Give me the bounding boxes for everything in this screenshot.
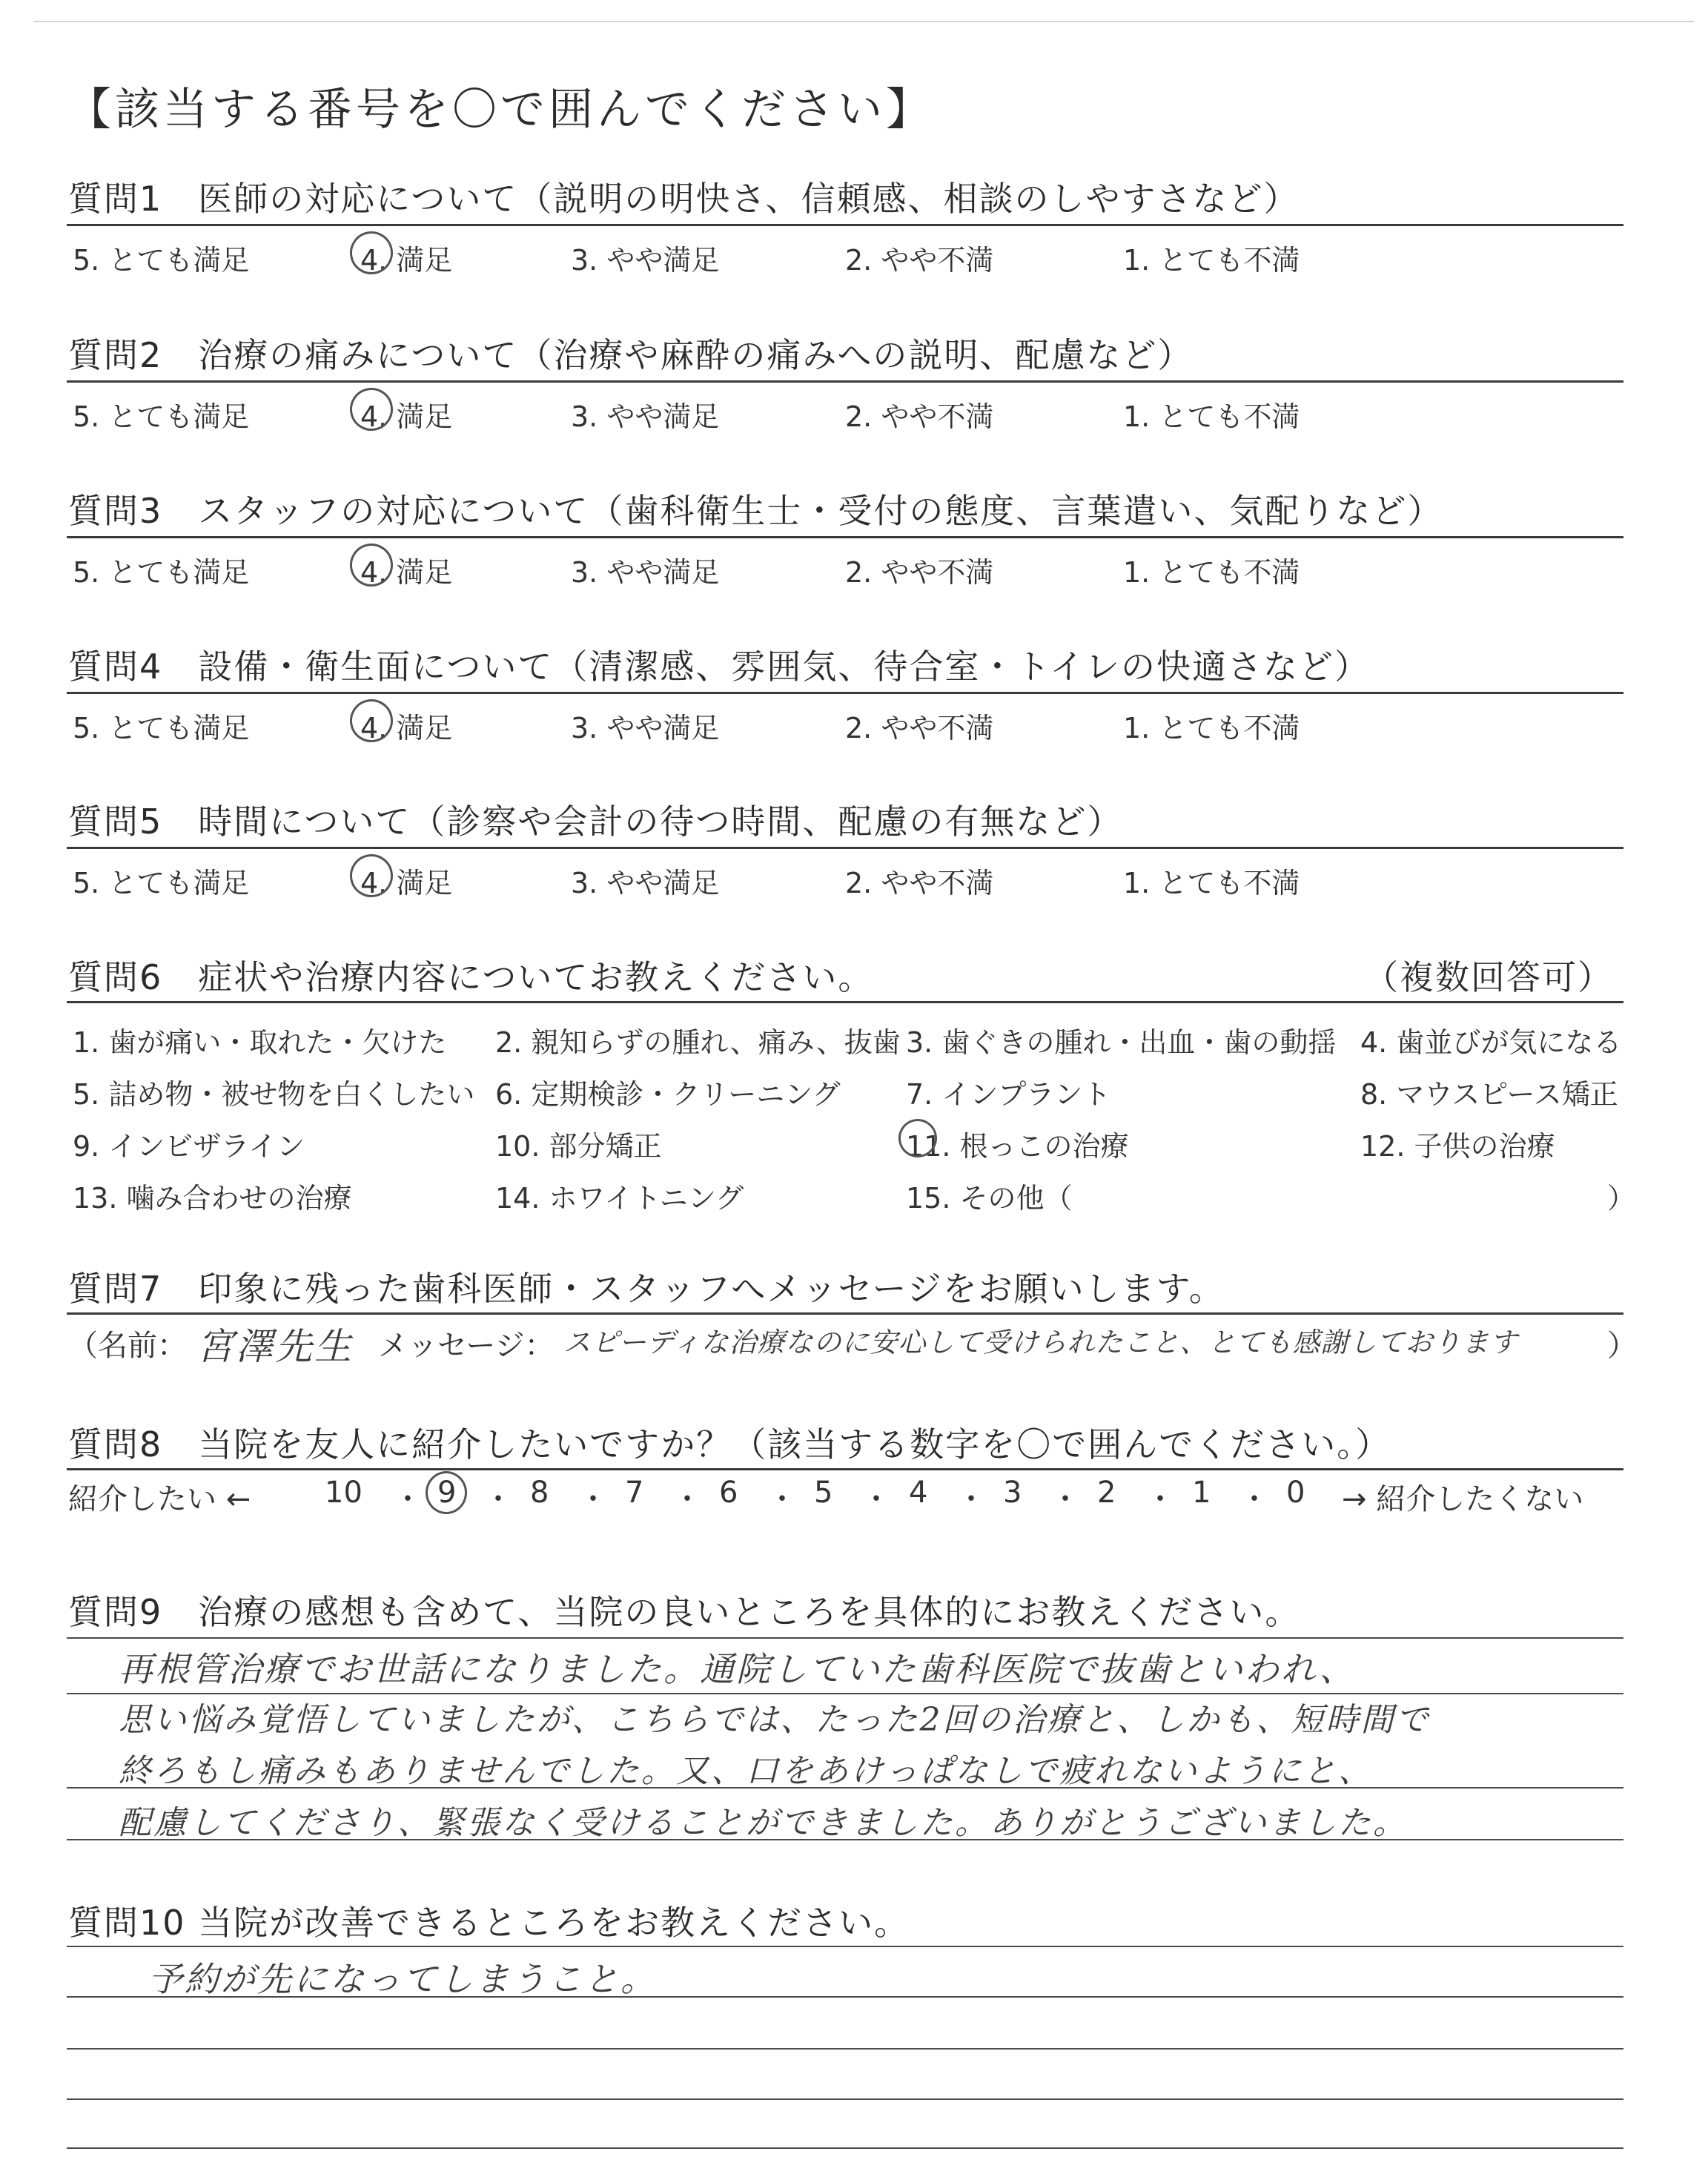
q8-scale-9-label: 9 (437, 1476, 457, 1510)
q6-option-15[interactable]: 15. その他（ (906, 1182, 1073, 1215)
scale-dot: ・ (483, 1482, 513, 1516)
q4-option-3[interactable]: 3. やや満足 (571, 712, 720, 744)
q6-option-7[interactable]: 7. インプラント (906, 1078, 1111, 1111)
q3-rule (67, 536, 1623, 538)
q7-message-label: メッセージ： (378, 1329, 555, 1363)
q2-option-3[interactable]: 3. やや満足 (571, 400, 720, 433)
q5-option-4-label: 4. 満足 (360, 867, 453, 899)
q7-title: 質問7 印象に残った歯科医師・スタッフへメッセージをお願いします。 (68, 1269, 1225, 1309)
q7-rule (67, 1312, 1623, 1315)
q9-title: 質問9 治療の感想も含めて、当院の良いところを具体的にお教えください。 (68, 1592, 1301, 1632)
q6-option-14[interactable]: 14. ホワイトニング (495, 1182, 744, 1215)
q6-option-5[interactable]: 5. 詰め物・被せ物を白くしたい (73, 1078, 475, 1111)
q2-option-1[interactable]: 1. とても不満 (1123, 400, 1300, 433)
q6-option-8[interactable]: 8. マウスピース矯正 (1360, 1078, 1618, 1111)
scale-dot: ・ (956, 1482, 986, 1516)
q8-scale-8[interactable]: 8 (530, 1476, 549, 1510)
q6-option-13[interactable]: 13. 噛み合わせの治療 (73, 1182, 352, 1215)
q3-option-3[interactable]: 3. やや満足 (571, 556, 720, 589)
q8-title: 質問8 当院を友人に紹介したいですか？（該当する数字を〇で囲んでください。） (68, 1424, 1391, 1464)
q1-rule (67, 224, 1623, 226)
q1-option-3[interactable]: 3. やや満足 (571, 244, 720, 277)
q5-rule (67, 847, 1623, 849)
q8-scale-3[interactable]: 3 (1003, 1476, 1022, 1510)
q10-title: 質問10 当院が改善できるところをお教えください。 (68, 1903, 910, 1943)
q4-option-5[interactable]: 5. とても満足 (73, 712, 250, 744)
q8-left-label: 紹介したい ← (68, 1482, 251, 1516)
q3-option-4-label: 4. 満足 (360, 556, 453, 589)
q2-title: 質問2 治療の痛みについて（治療や麻酔の痛みへの説明、配慮など） (68, 335, 1194, 375)
q2-option-2[interactable]: 2. やや不満 (845, 400, 994, 433)
scale-dot: ・ (861, 1482, 891, 1516)
q5-option-5[interactable]: 5. とても満足 (73, 867, 250, 899)
q5-option-1[interactable]: 1. とても不満 (1123, 867, 1300, 899)
q7-close: ） (1607, 1329, 1637, 1363)
scale-dot: ・ (1239, 1482, 1269, 1516)
q6-option-15-close: ） (1607, 1182, 1636, 1215)
q8-scale-2[interactable]: 2 (1097, 1476, 1116, 1510)
q8-scale-0[interactable]: 0 (1286, 1476, 1305, 1510)
q6-rule (67, 1001, 1623, 1003)
q8-right-label: → 紹介したくない (1342, 1482, 1584, 1516)
scale-dot: ・ (767, 1482, 797, 1516)
q8-rule (67, 1468, 1623, 1470)
scale-dot: ・ (578, 1482, 608, 1516)
q3-option-4[interactable] (360, 549, 452, 590)
q2-option-4-label: 4. 満足 (360, 400, 453, 433)
q8-scale-1[interactable]: 1 (1192, 1476, 1211, 1510)
selection-circle (426, 1471, 467, 1514)
q1-title: 質問1 医師の対応について（説明の明快さ、信頼感、相談のしやすさなど） (68, 179, 1300, 219)
q2-rule (67, 380, 1623, 383)
q10-line (67, 2048, 1623, 2050)
q6-title: 質問6 症状や治療内容についてお教えください。 (68, 957, 874, 997)
q4-option-4-label: 4. 満足 (360, 712, 453, 744)
q6-option-3[interactable]: 3. 歯ぐきの腫れ・出血・歯の動揺 (906, 1026, 1337, 1059)
q1-option-5[interactable]: 5. とても満足 (73, 244, 250, 277)
scale-dot: ・ (1050, 1482, 1080, 1516)
q8-scale-9[interactable] (437, 1476, 456, 1510)
q6-option-6[interactable]: 6. 定期検診・クリーニング (495, 1078, 841, 1111)
q6-option-2[interactable]: 2. 親知らずの腫れ、痛み、抜歯 (495, 1026, 901, 1059)
q10-line (67, 1946, 1623, 1947)
q8-scale-6[interactable]: 6 (719, 1476, 738, 1510)
q6-option-11[interactable] (906, 1123, 1129, 1164)
q7-name-label: （名前： (68, 1329, 187, 1363)
scale-dot: ・ (393, 1482, 423, 1516)
q4-option-4[interactable] (360, 705, 452, 746)
q2-option-4[interactable] (360, 394, 452, 435)
q6-option-1[interactable]: 1. 歯が痛い・取れた・欠けた (73, 1026, 447, 1059)
q5-option-4[interactable] (360, 860, 452, 901)
q9-answer-line-2[interactable]: 思い悩み覚悟していましたが、こちらでは、たった2回の治療と、しかも、短時間で (119, 1701, 1431, 1739)
q10-line (67, 2147, 1623, 2149)
top-rule (33, 21, 1694, 22)
q2-option-5[interactable]: 5. とても満足 (73, 400, 250, 433)
q7-message-value[interactable]: スピーディな治療なのに安心して受けられたこと、とても感謝しております (563, 1327, 1518, 1358)
q4-title: 質問4 設備・衛生面について（清潔感、雰囲気、待合室・トイレの快適さなど） (68, 647, 1371, 687)
q9-answer-line-3[interactable]: 終ろもし痛みもありませんでした。又、口をあけっぱなしで疲れないようにと、 (119, 1752, 1373, 1790)
q3-option-1[interactable]: 1. とても不満 (1123, 556, 1300, 589)
q5-option-2[interactable]: 2. やや不満 (845, 867, 994, 899)
q4-option-2[interactable]: 2. やや不満 (845, 712, 994, 744)
q6-option-9[interactable]: 9. インビザライン (73, 1130, 305, 1163)
q5-title: 質問5 時間について（診察や会計の待つ時間、配慮の有無など） (68, 802, 1123, 842)
q8-scale-4[interactable]: 4 (909, 1476, 928, 1510)
q7-name-value[interactable]: 宮澤先生 (196, 1325, 354, 1368)
q1-option-4[interactable] (360, 237, 452, 278)
q1-option-4-label: 4. 満足 (360, 244, 453, 277)
q10-answer-line-1[interactable]: 予約が先になってしまうこと。 (148, 1959, 657, 1999)
q1-option-1[interactable]: 1. とても不満 (1123, 244, 1300, 277)
q10-line (67, 2098, 1623, 2100)
q3-option-5[interactable]: 5. とても満足 (73, 556, 250, 589)
q8-scale-10[interactable]: 10 (325, 1476, 363, 1510)
q6-option-10[interactable]: 10. 部分矯正 (495, 1130, 662, 1163)
q6-option-11-label: 11. 根っこの治療 (906, 1130, 1129, 1163)
q5-option-3[interactable]: 3. やや満足 (571, 867, 720, 899)
q3-title: 質問3 スタッフの対応について（歯科衛生士・受付の態度、言葉遣い、気配りなど） (68, 491, 1443, 531)
q4-option-1[interactable]: 1. とても不満 (1123, 712, 1300, 744)
q6-option-12[interactable]: 12. 子供の治療 (1360, 1130, 1555, 1163)
q9-line (67, 1637, 1623, 1639)
q9-answer-line-1[interactable]: 再根管治療でお世話になりました。通院していた歯科医院で抜歯といわれ、 (119, 1649, 1356, 1689)
scale-dot: ・ (672, 1482, 702, 1516)
page-title: 【該当する番号を〇で囲んでください】 (67, 84, 934, 136)
q8-scale-5[interactable]: 5 (814, 1476, 833, 1510)
q9-answer-line-4[interactable]: 配慮してくださり、緊張なく受けることができました。ありがとうございました。 (119, 1804, 1408, 1842)
scale-dot: ・ (1145, 1482, 1175, 1516)
q4-rule (67, 692, 1623, 694)
q6-note: （複数回答可） (1364, 957, 1613, 997)
q1-option-2[interactable]: 2. やや不満 (845, 244, 994, 277)
q8-scale-7[interactable]: 7 (625, 1476, 644, 1510)
q6-option-4[interactable]: 4. 歯並びが気になる (1360, 1026, 1622, 1059)
q3-option-2[interactable]: 2. やや不満 (845, 556, 994, 589)
